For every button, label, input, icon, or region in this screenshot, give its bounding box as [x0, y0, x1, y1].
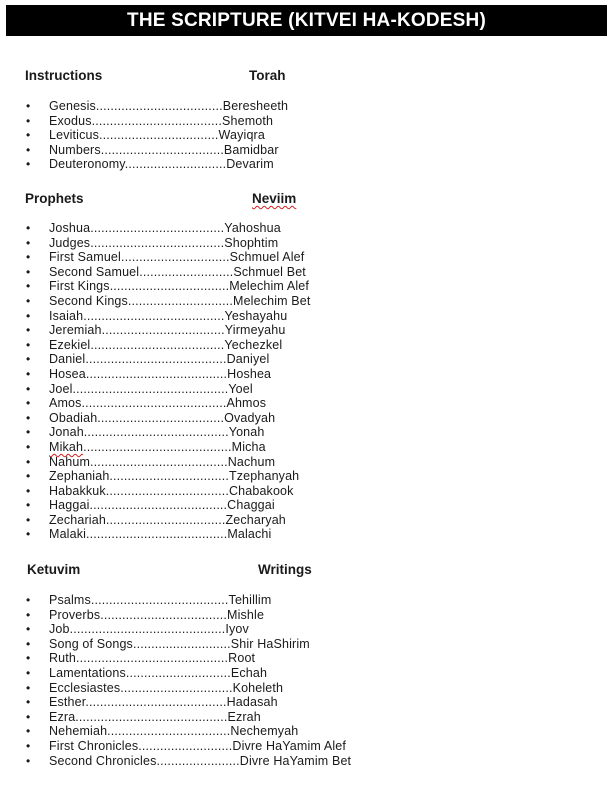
bullet-icon: •	[26, 410, 31, 425]
bullet-icon: •	[26, 680, 31, 695]
bullet-icon: •	[26, 128, 31, 143]
list-item: • Hosea.......................................Hoshea	[26, 366, 272, 381]
section-header-hebrew: Neviim	[252, 191, 297, 206]
bullet-icon: •	[26, 142, 31, 157]
list-item: • Ruth..........................................Root	[26, 651, 256, 666]
bullet-icon: •	[26, 439, 31, 454]
document-title: THE SCRIPTURE (KITVEI HA-KODESH)	[6, 5, 607, 36]
section-header-hebrew: Ketuvim	[27, 562, 81, 577]
list-item: • Obadiah...................................Ovadyah	[26, 410, 276, 425]
list-item: • Haggai......................................Chaggai	[26, 498, 275, 513]
section-header-english: Prophets	[25, 191, 84, 206]
list-item: • Jonah........................................Yonah	[26, 425, 265, 440]
bullet-icon: •	[26, 425, 31, 440]
bullet-icon: •	[26, 99, 31, 113]
bullet-icon: •	[26, 250, 31, 265]
bullet-icon: •	[26, 709, 31, 724]
spellcheck-underline: Mikah	[49, 439, 84, 454]
bullet-icon: •	[26, 352, 31, 367]
bullet-icon: •	[26, 512, 31, 527]
bullet-icon: •	[26, 469, 31, 484]
bullet-icon: •	[26, 498, 31, 513]
bullet-icon: •	[26, 323, 31, 338]
bullet-icon: •	[26, 724, 31, 739]
bullet-icon: •	[26, 264, 31, 279]
bullet-icon: •	[26, 308, 31, 323]
section-header-english: Instructions	[25, 68, 103, 83]
bullet-icon: •	[26, 651, 31, 666]
section-writings	[0, 562, 615, 768]
section-header	[0, 562, 615, 578]
bullet-icon: •	[26, 636, 31, 651]
section-header-hebrew: Torah	[249, 68, 286, 83]
section-header	[0, 191, 615, 207]
list-item: • Psalms......................................Tehillim	[26, 593, 272, 607]
list-item: • Jeremiah..................................Yirmeyahu	[26, 323, 286, 338]
bullet-icon: •	[26, 695, 31, 710]
list-item: • Lamentations.............................Echah	[26, 665, 268, 680]
list-item: • Nehemiah..................................Nechemyah	[26, 724, 299, 739]
book-list	[0, 593, 615, 768]
bullet-icon: •	[26, 665, 31, 680]
list-item: • Genesis...................................Beresheeth	[26, 99, 289, 113]
bullet-icon: •	[26, 454, 31, 469]
list-item: • First Chronicles..........................Divre HaYamim Alef	[26, 738, 347, 753]
bullet-icon: •	[26, 622, 31, 637]
list-item: • Song of Songs...........................Shir HaShirim	[26, 636, 310, 651]
bullet-icon: •	[26, 235, 31, 250]
bullet-icon: •	[26, 607, 31, 622]
bullet-icon: •	[26, 527, 31, 542]
bullet-icon: •	[26, 396, 31, 411]
book-list	[0, 221, 615, 542]
list-item: • First Kings.................................Melechim Alef	[26, 279, 310, 294]
list-item: • First Samuel..............................Schmuel Alef	[26, 250, 305, 265]
section-header-english: Writings	[258, 562, 312, 577]
list-item: • Exodus....................................Shemoth	[26, 113, 274, 128]
list-item: • Joshua.....................................Yahoshua	[26, 221, 281, 235]
list-item: • Judges.....................................Shophtim	[26, 235, 279, 250]
bullet-icon: •	[26, 381, 31, 396]
bullet-icon: •	[26, 279, 31, 294]
bullet-icon: •	[26, 293, 31, 308]
bullet-icon: •	[26, 593, 31, 607]
section-torah	[0, 68, 615, 172]
section-header	[0, 68, 615, 84]
list-item: • Habakkuk..................................Chabakook	[26, 483, 294, 498]
list-item: • Nahum......................................Nachum	[26, 454, 276, 469]
list-item: • Ezra..........................................Ezrah	[26, 709, 261, 724]
list-item: • Second Kings.............................Melechim Bet	[26, 293, 311, 308]
list-item: • Leviticus.................................Wayiqra	[26, 128, 265, 143]
list-item: • Numbers..................................Bamidbar	[26, 142, 279, 157]
book-list	[0, 99, 615, 172]
list-item: • Second Samuel..........................Schmuel Bet	[26, 264, 306, 279]
bullet-icon: •	[26, 753, 31, 768]
list-item: • Second Chronicles.......................Divre HaYamim Bet	[26, 753, 352, 768]
list-item: • Mikah.........................................Micha	[26, 439, 266, 454]
list-item: • Daniel.......................................Daniyel	[26, 352, 270, 367]
bullet-icon: •	[26, 337, 31, 352]
bullet-icon: •	[26, 221, 31, 235]
bullet-icon: •	[26, 366, 31, 381]
section-prophets	[0, 191, 615, 542]
bullet-icon: •	[26, 113, 31, 128]
list-item: • Deuteronomy............................Devarim	[26, 157, 274, 172]
list-item: • Job...........................................Iyov	[26, 622, 249, 637]
bullet-icon: •	[26, 738, 31, 753]
list-item: • Amos........................................Ahmos	[26, 396, 267, 411]
list-item: • Esther.......................................Hadasah	[26, 695, 278, 710]
list-item: • Malaki.......................................Malachi	[26, 527, 272, 542]
bullet-icon: •	[26, 157, 31, 172]
list-item: • Isaiah.......................................Yeshayahu	[26, 308, 288, 323]
list-item: • Zechariah.................................Zecharyah	[26, 512, 286, 527]
list-item: • Joel...........................................Yoel	[26, 381, 253, 396]
list-item: • Ecclesiastes...............................Koheleth	[26, 680, 284, 695]
list-item: • Zephaniah.................................Tzephanyah	[26, 469, 300, 484]
list-item: • Proverbs...................................Mishle	[26, 607, 265, 622]
list-item: • Ezekiel.....................................Yechezkel	[26, 337, 283, 352]
bullet-icon: •	[26, 483, 31, 498]
